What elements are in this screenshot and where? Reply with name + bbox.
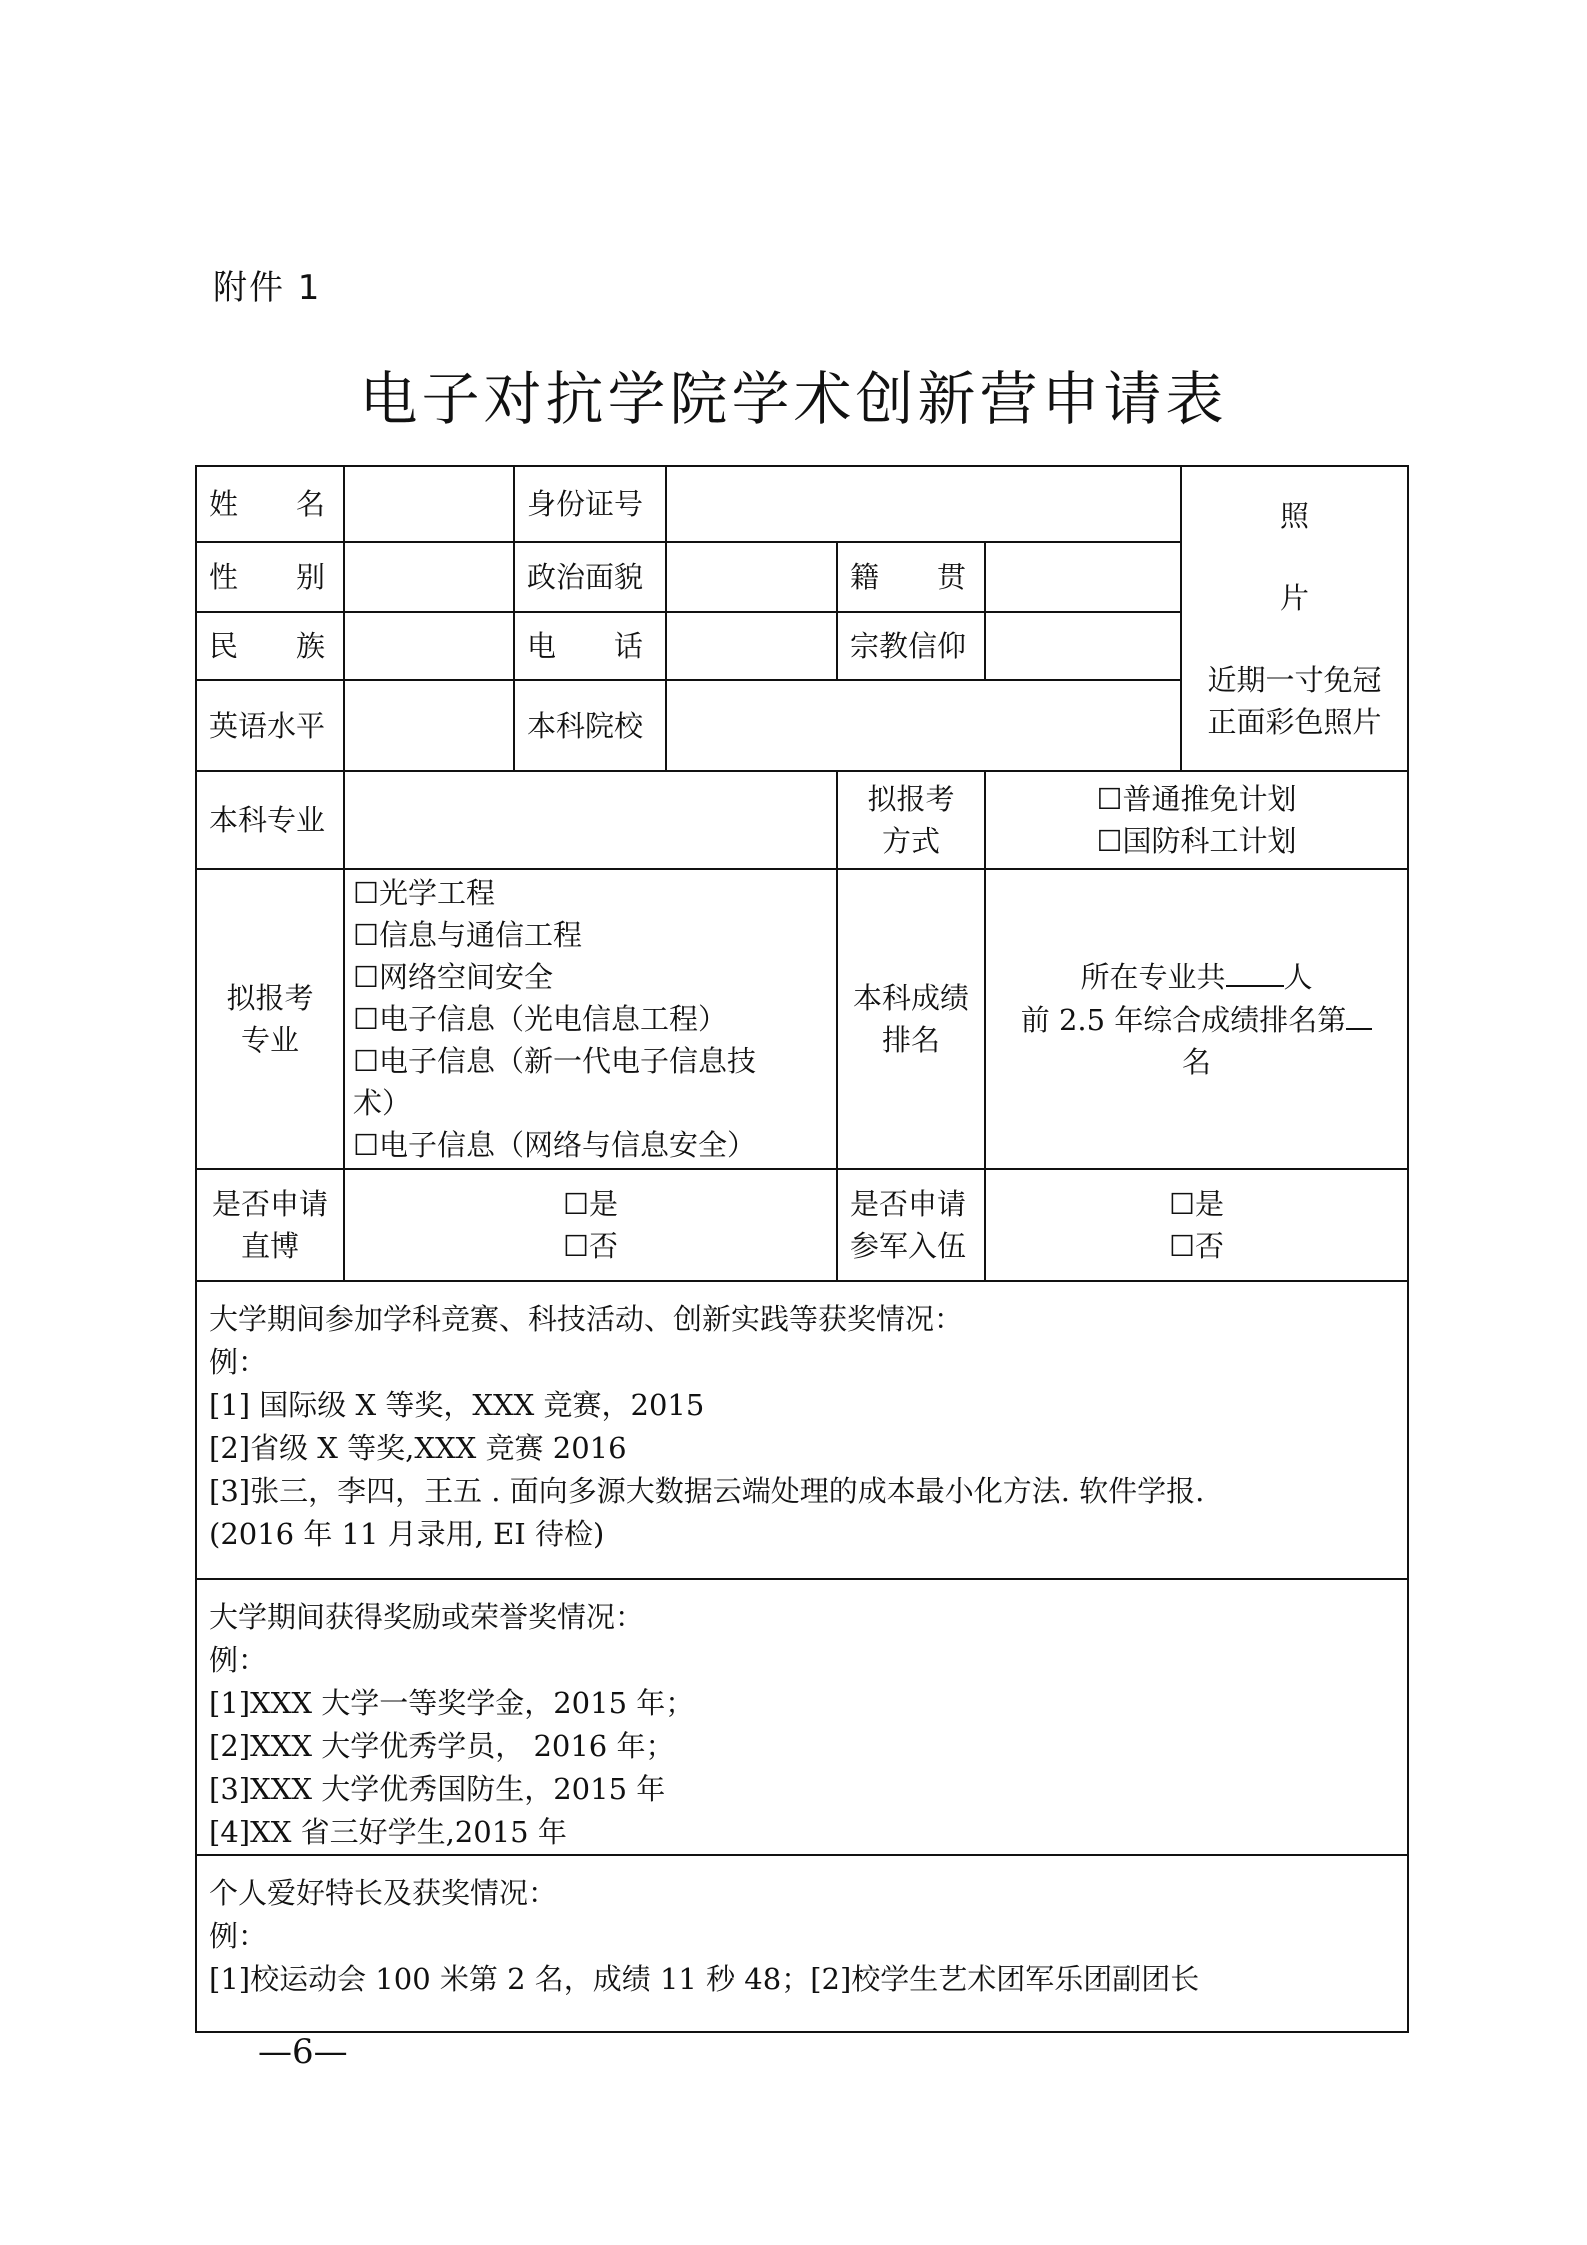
- honors-heading: 大学期间获得奖励或荣誉奖情况：: [209, 1600, 645, 1634]
- undergrad-major-label: 本科专业: [196, 771, 344, 869]
- id-number-field[interactable]: [666, 466, 1181, 542]
- gender-field[interactable]: [344, 542, 514, 612]
- major-option-ei-network[interactable]: ☐电子信息（网络与信息安全）: [353, 1128, 756, 1162]
- exam-method-label: 拟报考 方式: [837, 771, 985, 869]
- photo-char-1: 照: [1280, 498, 1310, 533]
- exam-method-option-defense[interactable]: ☐国防科工计划: [1096, 824, 1297, 858]
- honor-item: [1]XXX 大学一等奖学金，2015 年；: [209, 1686, 695, 1720]
- native-place-field[interactable]: [985, 542, 1181, 612]
- rank-line-2: 前 2.5 年综合成绩排名第: [998, 998, 1395, 1041]
- english-level-field[interactable]: [344, 680, 514, 771]
- rank-line-3: 名: [1182, 1045, 1212, 1079]
- name-field[interactable]: [344, 466, 514, 542]
- direct-phd-yes[interactable]: ☐是: [563, 1187, 618, 1221]
- id-number-label: 身份证号: [514, 466, 666, 542]
- enlist-options: [985, 1169, 1408, 1281]
- undergrad-school-label: 本科院校: [514, 680, 666, 771]
- intended-major-options: [344, 869, 837, 1169]
- major-option-cyber[interactable]: ☐网络空间安全: [353, 960, 553, 994]
- grade-rank-label: 本科成绩 排名: [837, 869, 985, 1169]
- enlist-no[interactable]: ☐否: [1169, 1229, 1225, 1263]
- photo-note-1: 近期一寸免冠: [1207, 662, 1382, 697]
- honors-example: 例：: [209, 1643, 268, 1677]
- ethnicity-field[interactable]: [344, 612, 514, 680]
- honor-item: [4]XX 省三好学生,2015 年: [209, 1815, 567, 1849]
- name-label: 姓 名: [196, 466, 344, 542]
- phone-label: 电 话: [514, 612, 666, 680]
- exam-method-option-normal[interactable]: ☐普通推免计划: [1096, 782, 1297, 816]
- competition-item: [3]张三，李四，王五 . 面向多源大数据云端处理的成本最小化方法. 软件学报.: [209, 1474, 1205, 1508]
- major-option-info-comm[interactable]: ☐信息与通信工程: [353, 918, 582, 952]
- undergrad-major-field[interactable]: [344, 771, 837, 869]
- competitions-example: 例：: [209, 1345, 268, 1379]
- intended-major-label: 拟报考 专业: [196, 869, 344, 1169]
- competition-item: [1] 国际级 X 等奖，XXX 竞赛，2015: [209, 1388, 705, 1422]
- competition-item: [2]省级 X 等奖,XXX 竞赛 2016: [209, 1431, 627, 1465]
- major-option-ei-next-gen[interactable]: ☐电子信息（新一代电子信息技: [353, 1044, 756, 1078]
- religion-label: 宗教信仰: [837, 612, 985, 680]
- english-level-label: 英语水平: [196, 680, 344, 771]
- direct-phd-options: [344, 1169, 837, 1281]
- gender-label: 性 别: [196, 542, 344, 612]
- rank-line-1: 所在专业共 人: [998, 955, 1395, 998]
- major-option-ei-optoelectronic[interactable]: ☐电子信息（光电信息工程）: [353, 1002, 727, 1036]
- phone-field[interactable]: [666, 612, 837, 680]
- direct-phd-label: 是否申请 直博: [196, 1169, 344, 1281]
- political-status-label: 政治面貌: [514, 542, 666, 612]
- honor-item: [2]XXX 大学优秀学员， 2016 年；: [209, 1729, 675, 1763]
- photo-note-2: 正面彩色照片: [1207, 704, 1382, 739]
- hobbies-heading: 个人爱好特长及获奖情况：: [209, 1876, 558, 1910]
- religion-field[interactable]: [985, 612, 1181, 680]
- major-option-optical[interactable]: ☐光学工程: [353, 876, 495, 910]
- exam-method-options: [985, 771, 1408, 869]
- political-status-field[interactable]: [666, 542, 837, 612]
- hobby-item: [1]校运动会 100 米第 2 名，成绩 11 秒 48；[2]校学生艺术团军乐团副团长: [209, 1962, 1200, 1996]
- native-place-label: 籍 贯: [837, 542, 985, 612]
- competitions-heading: 大学期间参加学科竞赛、科技活动、创新实践等获奖情况：: [209, 1302, 964, 1336]
- photo-box[interactable]: [1181, 466, 1408, 771]
- hobbies-example: 例：: [209, 1919, 268, 1953]
- undergrad-school-field[interactable]: [666, 680, 1181, 771]
- honors-section[interactable]: [196, 1579, 1408, 1855]
- photo-char-2: 片: [1280, 580, 1310, 615]
- application-form-table: [195, 465, 1409, 2033]
- honor-item: [3]XXX 大学优秀国防生，2015 年: [209, 1772, 666, 1806]
- competition-item: (2016 年 11 月录用, EI 待检): [209, 1517, 605, 1551]
- grade-rank-field[interactable]: [985, 869, 1408, 1169]
- major-option-ei-next-gen-cont: 术）: [353, 1086, 412, 1120]
- hobbies-section[interactable]: [196, 1855, 1408, 2032]
- competitions-section[interactable]: [196, 1281, 1408, 1579]
- page-number: —6—: [258, 2032, 348, 2072]
- form-title: 电子对抗学院学术创新营申请表: [359, 365, 1228, 433]
- enlist-label: 是否申请 参军入伍: [837, 1169, 985, 1281]
- enlist-yes[interactable]: ☐是: [1169, 1187, 1225, 1221]
- direct-phd-no[interactable]: ☐否: [563, 1229, 618, 1263]
- attachment-label: 附件 1: [213, 268, 322, 308]
- ethnicity-label: 民 族: [196, 612, 344, 680]
